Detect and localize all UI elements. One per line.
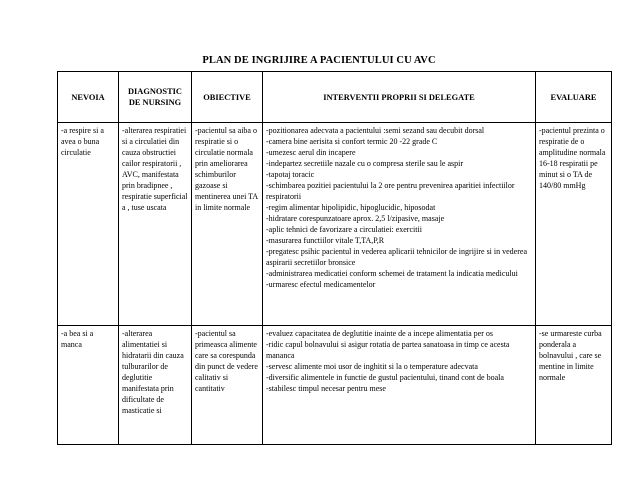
cell-interventii — [263, 123, 536, 326]
intervention-item: -servesc alimente moi usor de inghitit si la o temperature adecvata — [266, 362, 478, 371]
intervention-item: -hidratare corespunzatoare aprox. 2,5 l/zipasive, masaje — [266, 214, 445, 223]
intervention-item: -regim alimentar hipolipidic, hipoglucidic, hiposodat — [266, 203, 436, 212]
cell-nevoia: -a bea si a manca — [58, 326, 119, 445]
table-row — [58, 123, 612, 326]
cell-diagnostic: -alterarea respiratiei si a circulatiei din cauza obstructiei cailor respiratorii , AVC, manifestata prin bradipnee , respiratie superficial a , tuse uscata — [119, 123, 192, 326]
intervention-item: -ridic capul bolnavului si asigur rotatia de partea sanatoasa in timp ce acesta mananca — [266, 340, 510, 360]
table-row — [58, 326, 612, 445]
intervention-item: -pozitionarea adecvata a pacientului :semi sezand sau decubit dorsal — [266, 126, 485, 135]
intervention-item: -stabilesc timpul necesar pentru mese — [266, 384, 386, 393]
cell-diagnostic: -alterarea alimentatiei si hidratarii din cauza tulburarilor de deglutitie manifestata prin dificultate de masticatie si — [119, 326, 192, 445]
intervention-item: -masurarea functiilor vitale T,TA,P,R — [266, 236, 385, 245]
cell-interventii — [263, 326, 536, 445]
intervention-item: -schimbarea pozitiei pacientului la 2 ore pentru prevenirea aparitiei infectiilor respiratorii — [266, 181, 515, 201]
page-title: PLAN DE INGRIJIRE A PACIENTULUI CU AVC — [202, 55, 436, 66]
intervention-item: -pregatesc psihic pacientul in vederea aplicarii tehnicilor de ingrijire si in vederea aspirarii secretiilor bronsice — [266, 247, 527, 267]
cell-obiective: -pacientul sa aiba o respiratie si o circulatie normala prin ameliorarea schimburilor gazoase si mentinerea unei TA in limite normale — [192, 123, 263, 326]
header-nevoia: NEVOIA — [58, 72, 119, 123]
intervention-item: -urmaresc efectul medicamentelor — [266, 280, 376, 289]
table-header-row — [58, 72, 612, 123]
cell-obiective: -pacientul sa primeasca alimente care sa corespunda din punct de vedere calitativ si cantitativ — [192, 326, 263, 445]
header-obiective: OBIECTIVE — [192, 72, 263, 123]
intervention-item: -aplic tehnici de favorizare a circulatiei: exercitii — [266, 225, 422, 234]
cell-nevoia: -a respire si a avea o buna circulatie — [58, 123, 119, 326]
intervention-item: -indepartez secretiile nazale cu o compresa sterile sau le aspir — [266, 159, 464, 168]
intervention-item: -tapotaj toracic — [266, 170, 315, 179]
intervention-item: -camera bine aerisita si confort termic 20 -22 grade C — [266, 137, 438, 146]
intervention-item: -administrarea medicatiei conform schemei de tratament la indicatia medicului — [266, 269, 518, 278]
cell-evaluare: -pacientul prezinta o respiratie de o amplitudine normala 16-18 respiratii pe minut si o TA de 140/80 mmHg — [536, 123, 612, 326]
header-interventii: INTERVENTII PROPRII SI DELEGATE — [263, 72, 536, 123]
care-plan-table — [57, 71, 612, 445]
intervention-item: -umezesc aerul din incapere — [266, 148, 356, 157]
header-diagnostic: DIAGNOSTIC DE NURSING — [119, 72, 192, 123]
intervention-item: -evaluez capacitatea de deglutitie inainte de a incepe alimentatia per os — [266, 329, 493, 338]
intervention-item: -diversific alimentele in functie de gustul pacientului, tinand cont de boala — [266, 373, 504, 382]
header-evaluare: EVALUARE — [536, 72, 612, 123]
cell-evaluare: -se urmareste curba ponderala a bolnavului , care se mentine in limite normale — [536, 326, 612, 445]
